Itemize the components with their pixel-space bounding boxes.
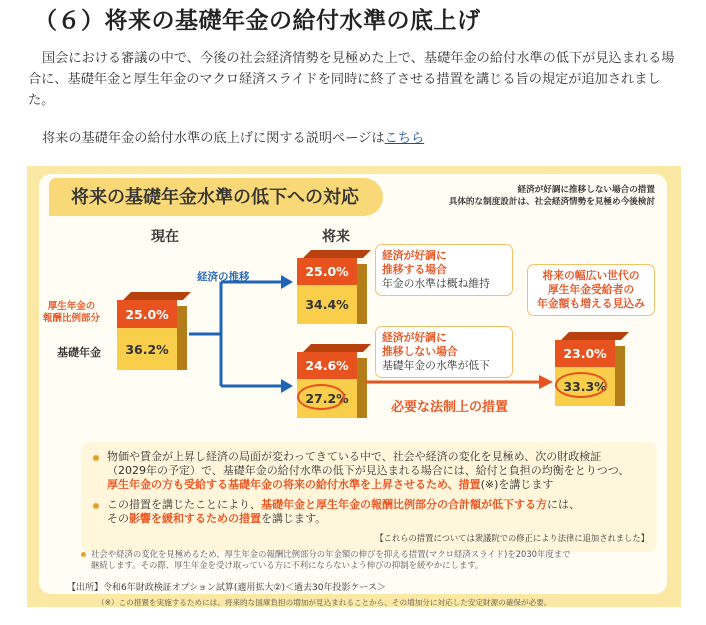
branch-arrows <box>189 274 301 394</box>
bar-good-basic: 34.4% <box>297 285 357 324</box>
label-basic-pension: 基礎年金 <box>57 346 101 359</box>
bar-lid <box>303 250 371 258</box>
source-line: 【出所】令和6年財政検証オプション試算(適用拡大②)＜過去30年投影ケース＞ <box>67 583 387 593</box>
highlight-circle <box>555 372 607 398</box>
bullet-box <box>81 442 657 552</box>
bar-side <box>357 264 367 324</box>
law-arrow <box>365 374 555 390</box>
column-label-now: 現在 <box>151 229 179 245</box>
bar-lid <box>123 292 191 300</box>
bullet-dot <box>93 455 99 461</box>
bullet-item-2: この措置を講じたことにより、基礎年金と厚生年金の報酬比例部分の合計額が低下する方には、 その影響を緩和するための措置を講じます。 <box>93 498 580 526</box>
law-label: 必要な法制上の措置 <box>391 400 509 415</box>
figure-note-line1: 経済が好調に推移しない場合の措置 <box>517 185 655 195</box>
bar-good-employee: 25.0% <box>297 258 357 285</box>
bar-result-basic: 33.3% <box>555 367 615 406</box>
explanation-link-line <box>42 127 424 146</box>
bar-side <box>615 346 625 406</box>
bar-now-basic: 36.2% <box>117 328 177 370</box>
explanation-page-link[interactable]: こちら <box>384 131 425 146</box>
bar-result-employee: 23.0% <box>555 340 615 367</box>
bullet-dot <box>93 503 99 509</box>
bar-lid <box>561 332 629 340</box>
arrow-label: 経済の推移 <box>197 271 250 283</box>
intro-paragraph: 国会における審議の中で、今後の社会経済情勢を見極めた上で、基礎年金の給付水準の低下が見込まれる場合に、基礎年金と厚生年金のマクロ経済スライドを同時に終了させる措置を講じる旨の規定が追加されました。 <box>28 51 675 108</box>
amendment-note: 【これらの措置については衆議院での修正により法律に追加されました】 <box>375 533 649 543</box>
source-note: （※）この措置を実施するためには、将来的な国庫負担の増加が見込まれることから、その増加分に対応した安定財源の確保が必要。 <box>97 598 552 607</box>
bar-now <box>117 300 177 370</box>
pension-figure <box>27 166 681 607</box>
callout-result: 将来の幅広い世代の 厚生年金受給者の 年金額も増える見込み <box>527 264 655 316</box>
bar-side <box>177 306 187 370</box>
page-title: （６）将来の基礎年金の給付水準の底上げ <box>34 8 481 34</box>
bar-future-good <box>297 258 357 324</box>
callout-bad-economy: 経済が好調に 推移しない場合 基礎年金の水準が低下 <box>375 326 513 378</box>
figure-inner-panel <box>39 174 667 607</box>
bar-bad-employee: 24.6% <box>297 352 357 379</box>
link-lead-text: 将来の基礎年金の給付水準の底上げに関する説明ページは <box>42 131 385 146</box>
bullet-dot <box>81 552 86 557</box>
callout-good-economy: 経済が好調に 推移する場合 年金の水準は概ね維持 <box>375 244 513 296</box>
highlight-circle <box>297 384 345 410</box>
column-label-future: 将来 <box>322 229 350 245</box>
macro-slide-footnote: 社会や経済の変化を見極めるため、厚生年金の報酬比例部分の年金額の伸びを抑える措置(マクロ経済スライド)を2030年度まで 継続します。その際、厚生年金を受け取っている方に不利にならないよう伸びの抑制を緩やかにします。 <box>81 549 657 571</box>
bullet-item-1: 物価や賃金が上昇し経済の局面が変わってきている中で、社会や経済の変化を見極め、次の財政検証 （2029年の予定）で、基礎年金の給付水準の低下が見込まれる場合には、給付と負担の均衡をとりつつ、 厚生年金の方も受給する基礎年金の将来の給付水準を上昇させるため、措置(※)を講じます <box>93 450 629 492</box>
figure-note <box>449 184 655 208</box>
figure-note-line2: 具体的な制度設計は、社会経済情勢を見極め今後検討 <box>448 197 655 207</box>
figure-title: 将来の基礎年金水準の低下への対応 <box>49 178 383 216</box>
bar-lid <box>303 344 371 352</box>
bar-now-employee: 25.0% <box>117 300 177 328</box>
bar-bad-basic: 27.2% <box>297 379 357 418</box>
label-employee-pension: 厚生年金の 報酬比例部分 <box>43 301 101 324</box>
